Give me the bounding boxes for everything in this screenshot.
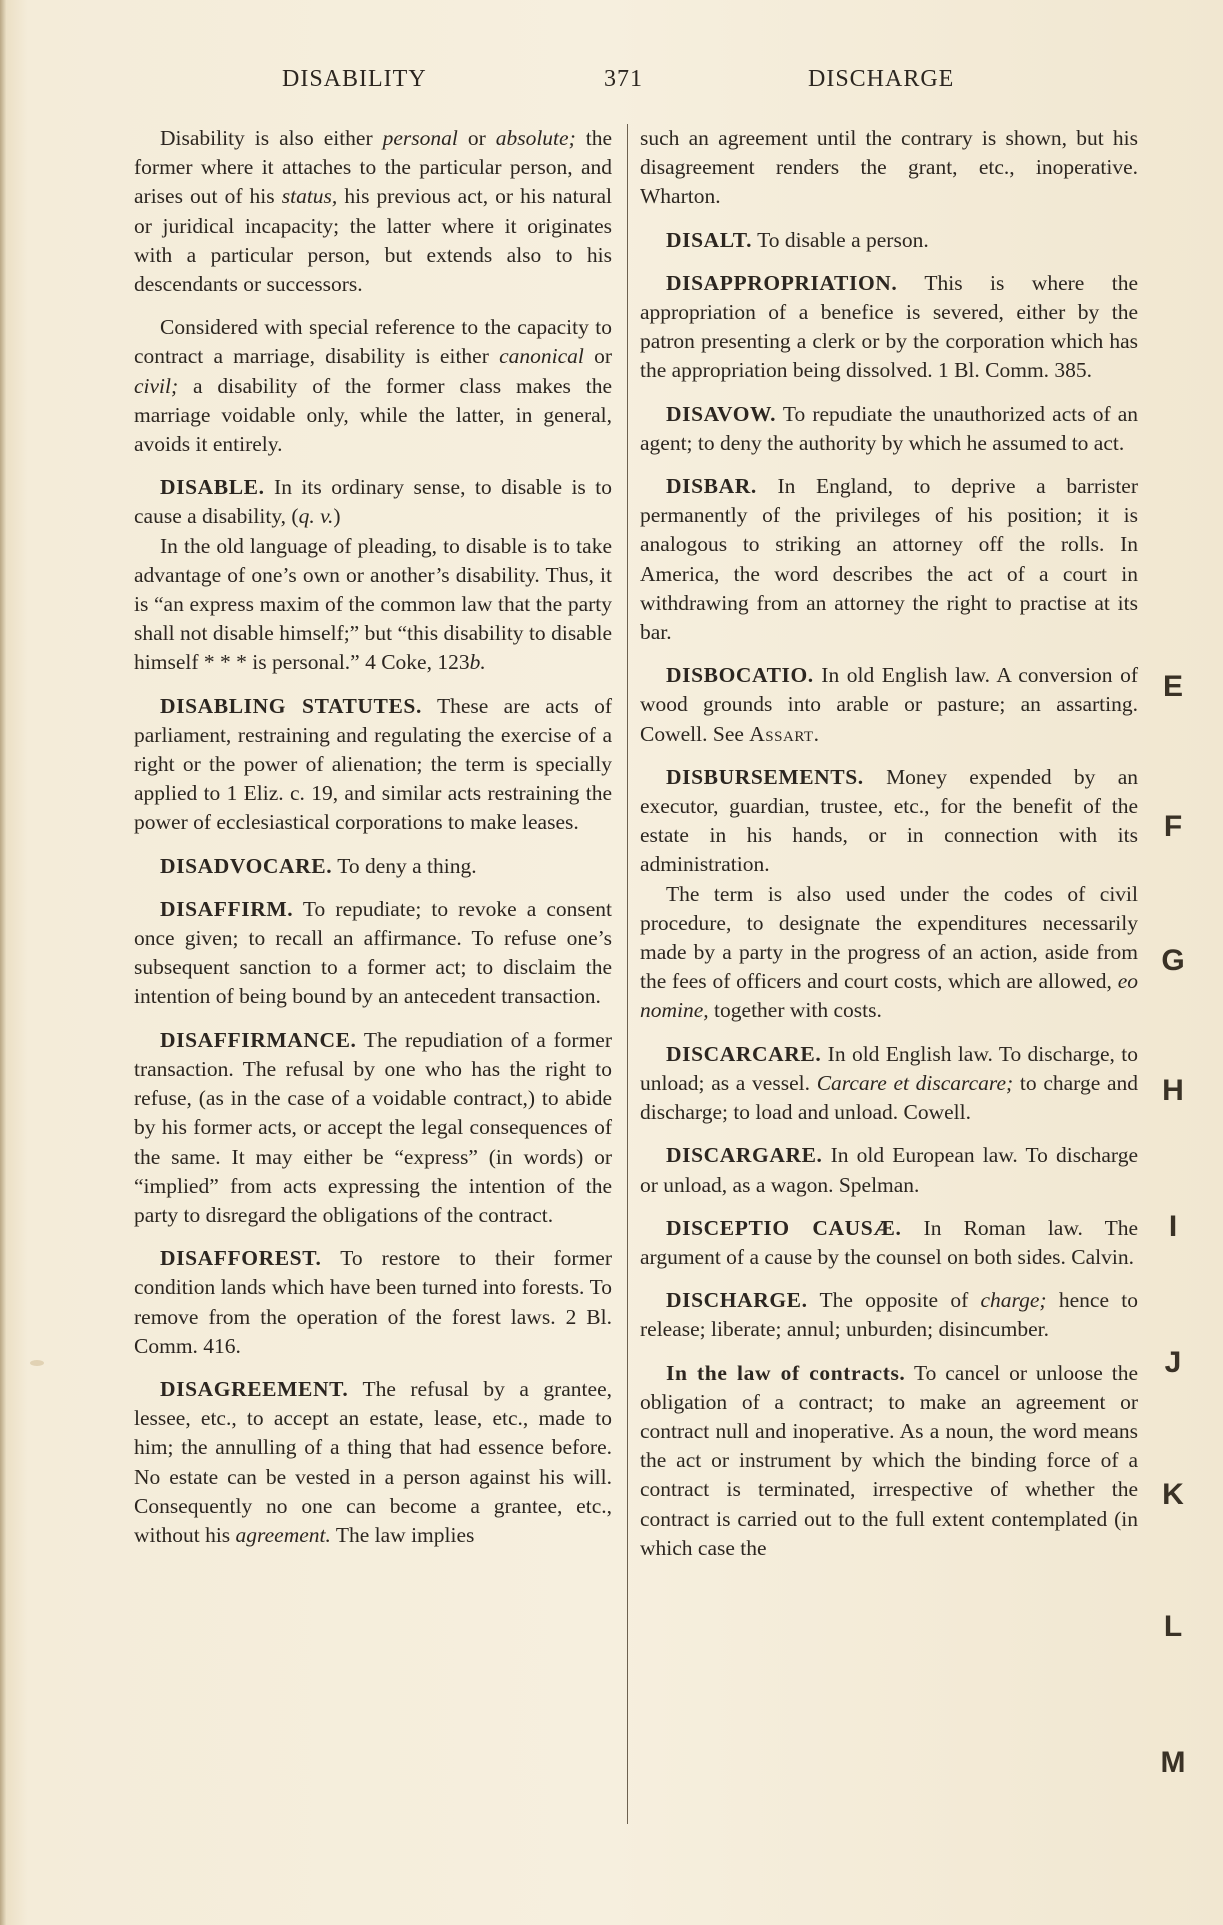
thumb-tab-e[interactable]: E (1162, 670, 1183, 703)
page-number: 371 (604, 66, 643, 92)
headword: DISBURSEMENTS. (666, 764, 864, 789)
text-run: a disability of the former class makes the marriage voidable only, while the latter, in general, avoids it entirely. (134, 373, 612, 457)
headword: DISAVOW. (666, 401, 777, 426)
left-column (134, 124, 612, 1564)
headword: DISCARGARE. (666, 1143, 823, 1168)
text-run: the former where it attaches to the particular person, and arises out of his (134, 126, 612, 209)
entry-disappropriation (640, 269, 1138, 386)
headword: DISCEPTIO CAUSÆ. (666, 1215, 902, 1240)
italic-term: b. (469, 650, 486, 675)
entry-disabling-statutes (134, 692, 612, 838)
subheading: In the law of contracts. (666, 1360, 906, 1385)
thumb-tab-l[interactable]: L (1163, 1610, 1183, 1643)
text-run: The refusal by a grantee, lessee, etc., to accept an estate, lease, etc., made to him; the annulling of a thing that had essence before. No estate can be vested in a person against his will. Consequently no one can become a grantee, etc., without his (134, 1376, 612, 1547)
page-binding-edge (0, 0, 6, 1925)
thumb-index (1158, 0, 1198, 1925)
text-run: In old English law. To discharge, to unload; as a vessel. (640, 1041, 1138, 1095)
headword: DISALT. (666, 227, 753, 252)
text-run: In old English law. A conversion of wood grounds into arable or pasture; an assarting. Cowell. See (640, 663, 1138, 746)
entry-disaffirm (134, 895, 612, 1012)
text-run: ) (333, 504, 341, 529)
definition-text: To disable a person. (752, 227, 929, 252)
entry-disbocatio (640, 661, 1138, 749)
headword: DISCARCARE. (666, 1041, 822, 1066)
entry-disaffirmance (134, 1026, 612, 1230)
headword: DISAPPROPRIATION. (666, 270, 898, 295)
entry-discharge (640, 1286, 1138, 1344)
entry-disagreement (134, 1375, 612, 1550)
definition-text: To deny a thing. (332, 853, 477, 878)
entry-disagreement-continued: such an agreement until the contrary is shown, but his disagreement renders the grant, etc., inoperative. Wharton. (640, 126, 1138, 209)
text-run: his previous act, or his natural or juridical incapacity; the latter where it originates with a particular person, but extends also to his descendants or successors. (134, 184, 612, 297)
entry-disalt (640, 226, 1138, 255)
headword: DISAFFIRM. (160, 896, 294, 921)
italic-term: agreement. (235, 1522, 331, 1547)
definition-text: In England, to deprive a barrister permanently of the privileges of his position; it is analogous to striking an attorney off the rolls. In America, the word describes the act of a court in withdrawing from an attorney the right to practise at its bar. (640, 474, 1138, 645)
text-run: hence to release; liberate; annul; unburden; disincumber. (640, 1288, 1138, 1342)
entry-disability-marriage (134, 313, 612, 459)
header-right-guideword: DISCHARGE (808, 66, 955, 92)
entry-disability-continued (134, 124, 612, 299)
text-run: to charge and discharge; to load and unload. Cowell. (640, 1070, 1138, 1125)
entry-disable-pleading (134, 532, 612, 678)
text-run: or (457, 126, 496, 150)
definition-text: This is where the appropriation of a benefice is severed, either by the patron presenting a clerk or by the corporation which has the appropriation being dissolved. 1 Bl. Comm. 385. (640, 270, 1138, 383)
text-run: The law implies (330, 1522, 475, 1547)
headword: DISCHARGE. (666, 1288, 808, 1313)
thumb-tab-g[interactable]: G (1161, 944, 1185, 977)
headword: DISBOCATIO. (666, 663, 814, 688)
paper-stain (30, 1360, 44, 1366)
entry-discargare (640, 1141, 1138, 1199)
thumb-tab-m[interactable]: M (1160, 1746, 1186, 1779)
entry-discharge-contracts (640, 1359, 1138, 1563)
italic-term: status, (281, 184, 338, 209)
entry-disbursements-codes (640, 880, 1138, 1026)
text-run: The term is also used under the codes of civil procedure, to designate the expenditures necessarily made by a party in the progress of an action, aside from the fees of officers and court costs, which are allowed, (640, 881, 1138, 994)
headword: DISAFFOREST. (160, 1246, 322, 1271)
headword: DISAFFIRMANCE. (160, 1027, 357, 1052)
italic-term: Carcare et discarcare; (816, 1070, 1014, 1095)
text-run: together with costs. (708, 998, 882, 1023)
thumb-tab-f[interactable]: F (1163, 810, 1183, 843)
italic-term: canonical (499, 344, 584, 369)
text-run: Disability is also either (160, 126, 383, 150)
entry-discarcare (640, 1040, 1138, 1128)
italic-term: q. v. (298, 504, 334, 529)
italic-term: personal (382, 126, 458, 150)
entry-disavow (640, 400, 1138, 458)
headword: DISADVOCARE. (160, 853, 333, 878)
headword: DISAGREEMENT. (160, 1376, 349, 1401)
entry-disable (134, 473, 612, 531)
definition-text: In Roman law. The argument of a cause by the counsel on both sides. Calvin. (640, 1215, 1138, 1269)
entry-disbursements (640, 763, 1138, 880)
thumb-tab-h[interactable]: H (1162, 1074, 1184, 1107)
headword: DISABLING STATUTES. (160, 693, 422, 718)
entry-disafforest (134, 1244, 612, 1361)
italic-term: civil; (134, 373, 179, 398)
definition-text: To restore to their former condition lands which have been turned into forests. To remove from the operation of the forest laws. 2 Bl. Comm. 416. (134, 1246, 612, 1358)
entry-disceptio-causae (640, 1214, 1138, 1272)
text-run: The opposite of (807, 1288, 981, 1313)
thumb-tab-i[interactable]: I (1168, 1210, 1178, 1243)
text-run: In the old language of pleading, to disable is to take advantage of one’s own or another’s disability. Thus, it is “an express maxim of the common law that the party shall not disable himself;” but “this disability to disable himself * * * is personal.” 4 Coke, 123 (134, 533, 612, 675)
column-divider (627, 124, 628, 1824)
headword: DISBAR. (666, 474, 757, 499)
text-run: In its ordinary sense, to disable is to cause a disability, ( (134, 475, 612, 529)
definition-text: In old European law. To discharge or unload, as a wagon. Spelman. (640, 1143, 1138, 1197)
thumb-tab-k[interactable]: K (1162, 1478, 1184, 1511)
cross-reference: Assart. (749, 721, 820, 746)
headword: DISABLE. (160, 475, 265, 500)
header-left-guideword: DISABILITY (282, 66, 427, 92)
italic-term: absolute; (495, 126, 576, 150)
thumb-tab-j[interactable]: J (1164, 1346, 1182, 1379)
definition-text: These are acts of parliament, restraining and regulating the exercise of a right or the power of alienation; the term is specially applied to 1 Eliz. c. 19, and similar acts restraining the power of ecclesiastical corporations to make leases. (134, 693, 612, 835)
running-head (0, 66, 1223, 96)
definition-text: To cancel or unloose the obligation of a contract; to make an agreement or contract null and inoperative. As a noun, the word means the act or instrument by which the binding force of a contract is terminated, irrespective of whether the contract is carried out to the full extent contemplated (in which case the (640, 1360, 1138, 1560)
italic-term: eo nomine, (640, 969, 1138, 1023)
text-run: or (583, 344, 612, 369)
definition-text: Money expended by an executor, guardian, trustee, etc., for the benefit of the estate in his hands, or in connection with its administration. (640, 764, 1138, 877)
definition-text: To repudiate the unauthorized acts of an agent; to deny the authority by which he assumed to act. (640, 401, 1138, 455)
entry-disadvocare (134, 852, 612, 881)
text-run: Considered with special reference to the capacity to contract a marriage, disability is either (134, 315, 612, 369)
entry-disbar (640, 472, 1138, 647)
definition-text: To repudiate; to revoke a consent once given; to recall an affirmance. To refuse one’s subsequent sanction to a former act; to disclaim the intention of being bound by an antecedent transaction. (134, 896, 612, 1009)
italic-term: charge; (980, 1288, 1047, 1313)
right-column (640, 124, 1138, 1577)
definition-text: The repudiation of a former transaction. The refusal by one who has the right to refuse, (as in the case of a voidable contract,) to abide by his former acts, or accept the legal consequences of the same. It may either be “express” (in words) or “implied” from acts expressing the intention of the party to disregard the obligations of the contract. (134, 1027, 612, 1227)
